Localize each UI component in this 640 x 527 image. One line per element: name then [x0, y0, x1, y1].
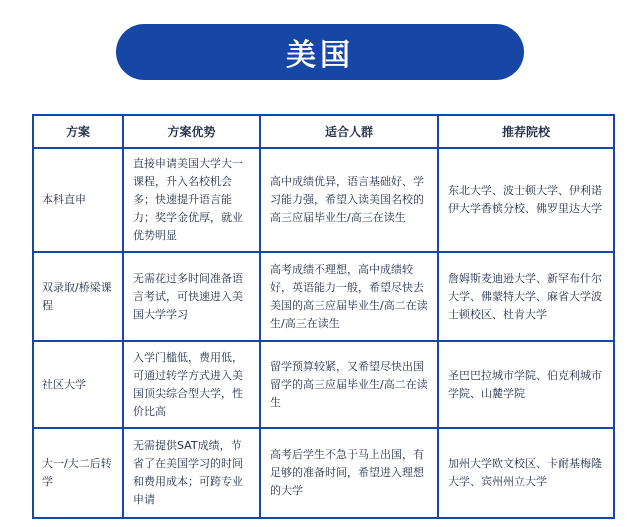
audience-cell: 高考成绩不理想，高中成绩较好，英语能力一般，希望尽快去美国的高三应届毕业生/高二在读生/高三在读生 — [260, 252, 438, 341]
schools-cell: 圣巴巴拉城市学院、伯克利城市学院、山麓学院 — [438, 341, 614, 428]
table-header-row — [33, 115, 614, 148]
title-banner — [116, 24, 524, 80]
plan-cell: 本科直申 — [33, 148, 123, 252]
advantage-cell: 直接申请美国大学大一课程，升入名校机会多；快速提升语言能力；奖学金优厚，就业优势明显 — [123, 148, 260, 252]
advantage-cell: 无需花过多时间准备语言考试，可快速进入美国大学学习 — [123, 252, 260, 341]
schools-cell: 詹姆斯麦迪逊大学、新罕布什尔大学、佛蒙特大学、麻省大学波士顿校区、杜肯大学 — [438, 252, 614, 341]
audience-cell: 高考后学生不急于马上出国，有足够的准备时间，希望进入理想的大学 — [260, 428, 438, 518]
plan-cell: 双录取/桥梁课程 — [33, 252, 123, 341]
table-row — [33, 341, 614, 428]
audience-cell: 高中成绩优异，语言基础好、学习能力强，希望入读美国名校的高三应届毕业生/高三在读生 — [260, 148, 438, 252]
table-row — [33, 148, 614, 252]
table-row — [33, 428, 614, 518]
table-row — [33, 252, 614, 341]
audience-cell: 留学预算较紧，又希望尽快出国留学的高三应届毕业生/高二在读生 — [260, 341, 438, 428]
plan-cell: 大一/大二后转学 — [33, 428, 123, 518]
advantage-cell: 入学门槛低，费用低，可通过转学方式进入美国顶尖综合型大学，性价比高 — [123, 341, 260, 428]
header-schools: 推荐院校 — [438, 115, 614, 148]
study-plan-table — [32, 114, 615, 519]
header-audience: 适合人群 — [260, 115, 438, 148]
header-advantage: 方案优势 — [123, 115, 260, 148]
header-plan: 方案 — [33, 115, 123, 148]
advantage-cell: 无需提供SAT成绩，节省了在美国学习的时间和费用成本；可跨专业申请 — [123, 428, 260, 518]
schools-cell: 东北大学、波士顿大学、伊利诺伊大学香槟分校、佛罗里达大学 — [438, 148, 614, 252]
plan-cell: 社区大学 — [33, 341, 123, 428]
page-title: 美国 — [286, 38, 354, 73]
schools-cell: 加州大学欧文校区、卡耐基梅隆大学、宾州州立大学 — [438, 428, 614, 518]
